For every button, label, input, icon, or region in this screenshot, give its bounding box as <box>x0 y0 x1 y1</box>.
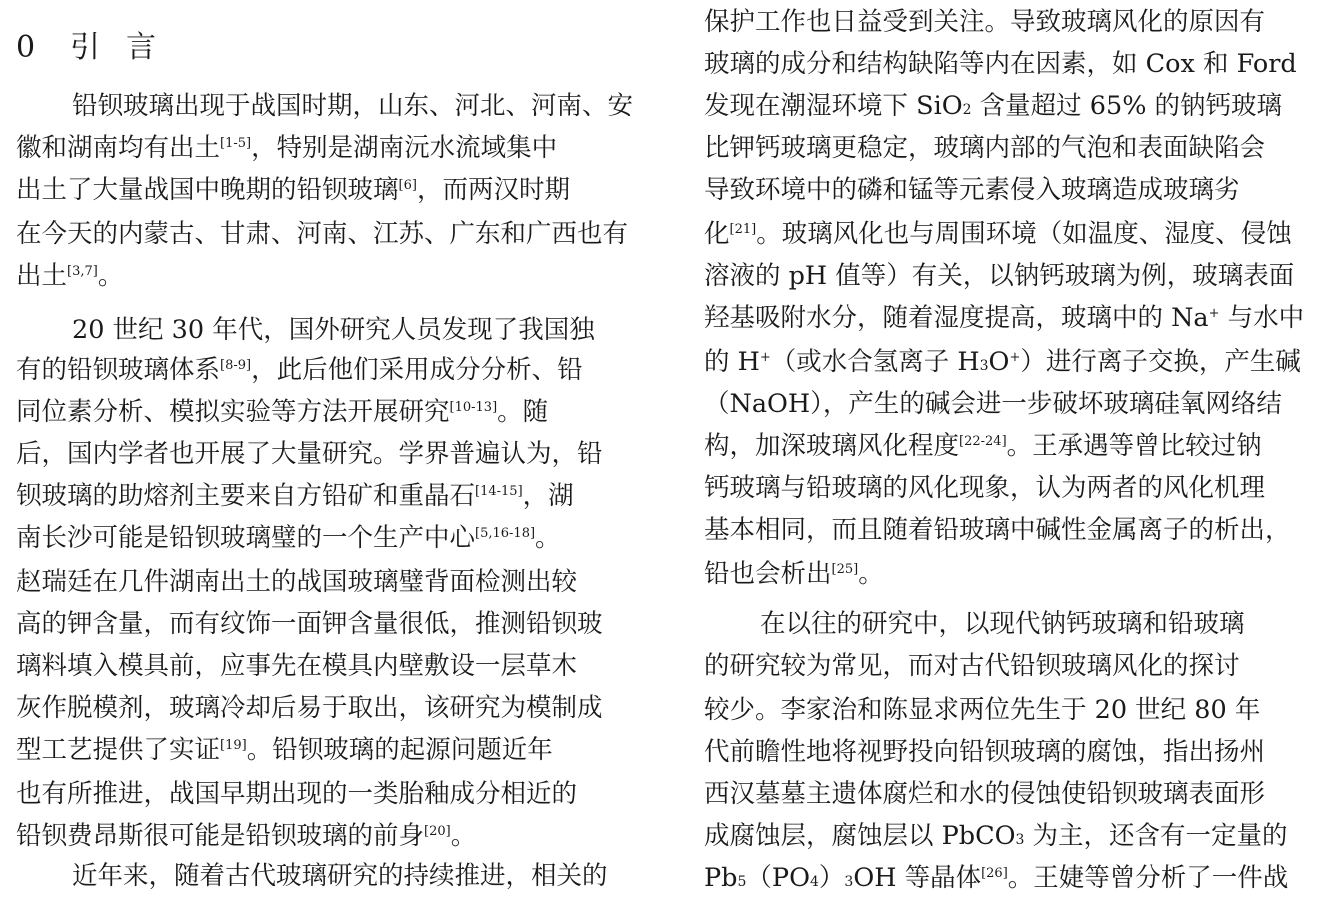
text-line <box>16 776 577 812</box>
text-run: ，此后他们采用成分分析、铅 <box>251 355 583 385</box>
text-line <box>16 732 553 768</box>
subscript: 4 <box>809 874 819 890</box>
text-run: 高的钾含量，而有纹饰一面钾含量很低，推测铅钡玻 <box>16 609 603 639</box>
text-run: ，湖 <box>522 481 574 511</box>
text-run: 赵瑞廷在几件湖南出土的战国玻璃璧背面检测出较 <box>16 567 578 597</box>
text-line <box>704 4 1265 40</box>
text-run: ，而两汉时期 <box>416 175 570 205</box>
text-run: 铅钡费昂斯很可能是铅钡玻璃的前身 <box>16 821 425 851</box>
text-run: 璃料填入模具前，应事先在模具内壁敷设一层草木 <box>16 651 578 681</box>
text-line <box>704 648 1240 684</box>
text-line <box>704 860 1288 896</box>
text-line <box>16 394 548 430</box>
text-line <box>704 344 1301 380</box>
text-line <box>16 478 574 514</box>
text-run: 与水中 <box>1219 303 1305 333</box>
text-line <box>704 470 1265 506</box>
superscript: [20] <box>424 824 451 839</box>
superscript: + <box>1208 306 1220 321</box>
text-line <box>704 46 1297 82</box>
text-run: 为主，还含有一定量的 <box>1024 821 1288 851</box>
text-run: ）进行离子交换，产生碱 <box>1020 347 1301 377</box>
subscript: 3 <box>844 874 854 890</box>
text-run: 。 <box>450 821 477 851</box>
text-run: 发现在潮湿环境下 SiO <box>704 91 963 121</box>
text-line <box>72 312 595 348</box>
text-line <box>72 88 633 124</box>
text-run: 出土 <box>16 261 68 291</box>
superscript: [22-24] <box>959 434 1007 449</box>
text-line <box>704 734 1265 770</box>
text-line <box>704 300 1304 336</box>
subscript: 3 <box>979 358 989 374</box>
text-run: 化 <box>704 219 730 249</box>
text-line <box>16 690 603 726</box>
text-run: 后，国内学者也开展了大量研究。学界普遍认为，铅 <box>16 439 603 469</box>
text-run: 溶液的 pH 值等）有关，以钠钙玻璃为例，玻璃表面 <box>704 261 1295 291</box>
subscript: 2 <box>962 102 972 118</box>
text-run: （或水合氢离子 H <box>770 347 980 377</box>
superscript: [6] <box>398 178 417 193</box>
text-line <box>704 258 1294 294</box>
text-run: 西汉墓墓主遗体腐烂和水的侵蚀使铅钡玻璃表面形 <box>704 779 1266 809</box>
text-run: Pb <box>704 863 738 893</box>
subscript: 3 <box>1015 832 1025 848</box>
text-run: 较少。李家治和陈显求两位先生于 20 世纪 80 年 <box>704 695 1261 725</box>
text-run: 20 世纪 30 年代，国外研究人员发现了我国独 <box>72 315 595 345</box>
superscript: [26] <box>981 866 1008 881</box>
superscript: [8-9] <box>220 358 252 373</box>
text-line <box>760 606 1245 642</box>
text-line <box>16 564 577 600</box>
text-line <box>16 606 603 642</box>
superscript: + <box>1009 350 1021 365</box>
text-line <box>704 88 1282 124</box>
text-line <box>16 216 628 252</box>
text-line <box>704 776 1265 812</box>
superscript: [21] <box>729 222 757 237</box>
text-line <box>16 172 570 208</box>
section-heading <box>16 22 182 66</box>
text-run: 灰作脱模剂，玻璃冷却后易于取出，该研究为模制成 <box>16 693 603 723</box>
text-line <box>704 216 1292 252</box>
text-run: 导致环境中的磷和锰等元素侵入玻璃造成玻璃劣 <box>704 175 1240 205</box>
text-line <box>16 130 557 166</box>
text-line <box>16 818 476 854</box>
superscript: [14-15] <box>475 484 523 499</box>
text-line <box>16 352 583 388</box>
text-run: 保护工作也日益受到关注。导致玻璃风化的原因有 <box>704 7 1266 37</box>
text-run: 。随 <box>497 397 549 427</box>
text-run: ，特别是湖南沅水流域集中 <box>251 133 558 163</box>
text-run: 比钾钙玻璃更稳定，玻璃内部的气泡和表面缺陷会 <box>704 133 1266 163</box>
text-run: 。 <box>97 261 124 291</box>
text-run: 铅钡玻璃出现于战国时期，山东、河北、河南、安 <box>72 91 634 121</box>
text-line <box>704 172 1240 208</box>
text-run: 近年来，随着古代玻璃研究的持续推进，相关的 <box>72 861 608 891</box>
text-run: OH 等晶体 <box>853 863 982 893</box>
text-line <box>16 520 561 556</box>
superscript: [19] <box>220 738 247 753</box>
text-line <box>704 692 1260 728</box>
superscript: [25] <box>831 562 859 577</box>
text-run: 基本相同，而且随着铅玻璃中碱性金属离子的析出， <box>704 515 1291 545</box>
section-number: 0 <box>16 30 36 65</box>
text-run: （NaOH），产生的碱会进一步破坏玻璃硅氧网络结 <box>704 389 1282 419</box>
text-run: 也有所推进，战国早期出现的一类胎釉成分相近的 <box>16 779 578 809</box>
text-run: 钙玻璃与铅玻璃的风化现象，认为两者的风化机理 <box>704 473 1266 503</box>
superscript: [3,7] <box>67 264 98 279</box>
text-run: 。铅钡玻璃的起源问题近年 <box>246 735 553 765</box>
section-title-char-2: 言 <box>126 30 156 65</box>
text-line <box>704 130 1265 166</box>
text-run: 含量超过 65% 的钠钙玻璃 <box>971 91 1283 121</box>
text-run: 成腐蚀层，腐蚀层以 PbCO <box>704 821 1016 851</box>
text-line <box>704 428 1262 464</box>
text-line <box>72 858 608 894</box>
superscript: [10-13] <box>449 400 498 415</box>
text-run: ） <box>818 863 845 893</box>
superscript: [1-5] <box>220 136 252 151</box>
text-run: 南长沙可能是铅钡玻璃璧的一个生产中心 <box>16 523 476 553</box>
text-run: O <box>988 347 1010 377</box>
text-line <box>704 512 1291 548</box>
text-run: 。 <box>535 523 561 553</box>
text-run: 钡玻璃的助熔剂主要来自方铅矿和重晶石 <box>16 481 476 511</box>
text-run: 有的铅钡玻璃体系 <box>16 355 221 385</box>
text-run: 型工艺提供了实证 <box>16 735 221 765</box>
superscript: + <box>759 350 771 365</box>
text-run: （PO <box>746 863 810 893</box>
text-run: 出土了大量战国中晚期的铅钡玻璃 <box>16 175 399 205</box>
subscript: 5 <box>737 874 747 890</box>
text-run: 同位素分析、模拟实验等方法开展研究 <box>16 397 450 427</box>
text-run: 。王婕等曾分析了一件战 <box>1007 863 1289 893</box>
section-title-char-1: 引 <box>70 30 100 65</box>
text-line <box>704 818 1288 854</box>
text-run: 。王承遇等曾比较过钠 <box>1006 431 1262 461</box>
text-line <box>16 258 123 294</box>
text-run: 的 H <box>704 347 760 377</box>
superscript: [5,16-18] <box>475 526 536 541</box>
text-run: 铅也会析出 <box>704 559 832 589</box>
text-run: 构，加深玻璃风化程度 <box>704 431 960 461</box>
text-run: 徽和湖南均有出土 <box>16 133 221 163</box>
text-run: 在今天的内蒙古、甘肃、河南、江苏、广东和广西也有 <box>16 219 629 249</box>
text-run: 羟基吸附水分，随着湿度提高，玻璃中的 Na <box>704 303 1209 333</box>
text-run: 。玻璃风化也与周围环境（如温度、湿度、侵蚀 <box>756 219 1292 249</box>
text-run: 在以往的研究中，以现代钠钙玻璃和铅玻璃 <box>760 609 1245 639</box>
text-line <box>704 556 884 592</box>
text-line <box>16 436 603 472</box>
text-line <box>16 648 577 684</box>
text-line <box>704 386 1282 422</box>
text-run: 。 <box>858 559 884 589</box>
text-run: 代前瞻性地将视野投向铅钡玻璃的腐蚀，指出扬州 <box>704 737 1266 767</box>
text-run: 玻璃的成分和结构缺陷等内在因素，如 Cox 和 Ford <box>704 49 1297 79</box>
text-run: 的研究较为常见，而对古代铅钡玻璃风化的探讨 <box>704 651 1240 681</box>
